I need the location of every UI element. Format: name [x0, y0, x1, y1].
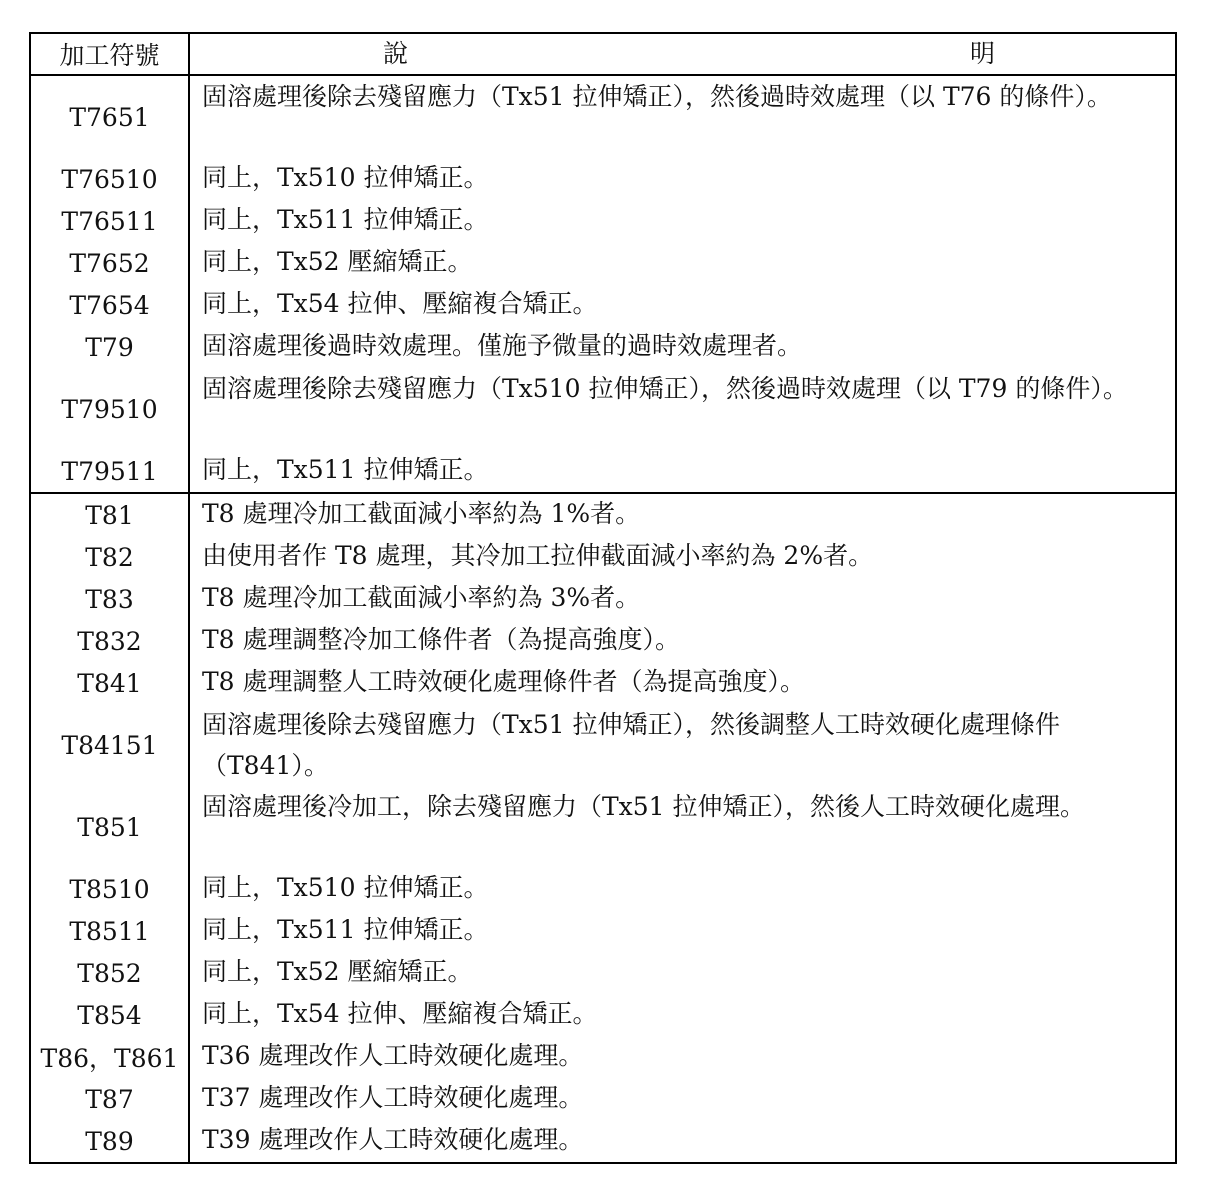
- table-block: [31, 494, 1175, 1162]
- table-row: [31, 368, 1175, 450]
- temper-code: T7651: [31, 76, 190, 158]
- temper-code: T7652: [31, 242, 190, 284]
- temper-code: T79: [31, 326, 190, 368]
- temper-description: 固溶處理後過時效處理。僅施予微量的過時效處理者。: [202, 331, 803, 360]
- table-row: [31, 578, 1175, 620]
- table-row: [31, 704, 1175, 786]
- temper-description: 同上，Tx510 拉伸矯正。: [202, 873, 489, 902]
- temper-code: T79510: [31, 368, 190, 450]
- table-row: [31, 910, 1175, 952]
- table-row: [31, 1120, 1175, 1162]
- table-row: [31, 200, 1175, 242]
- temper-description: 同上，Tx52 壓縮矯正。: [202, 957, 473, 986]
- temper-description: T8 處理冷加工截面減小率約為 3%者。: [202, 583, 641, 612]
- table-row: [31, 76, 1175, 158]
- temper-code: T82: [31, 536, 190, 578]
- table-row: [31, 242, 1175, 284]
- table-row: [31, 158, 1175, 200]
- header-desc-left: 說: [383, 39, 409, 68]
- table-row: [31, 536, 1175, 578]
- header-desc-right: 明: [969, 39, 995, 68]
- temper-description: T8 處理調整人工時效硬化處理條件者（為提高強度）。: [202, 667, 806, 696]
- temper-code: T83: [31, 578, 190, 620]
- temper-code: T832: [31, 620, 190, 662]
- temper-description: 同上，Tx52 壓縮矯正。: [202, 247, 473, 276]
- temper-description: 固溶處理後除去殘留應力（Tx51 拉伸矯正），然後過時效處理（以 T76 的條件）。: [202, 82, 1112, 111]
- table-block: [31, 76, 1175, 494]
- table-row: [31, 326, 1175, 368]
- temper-code: T87: [31, 1078, 190, 1120]
- temper-description: T37 處理改作人工時效硬化處理。: [202, 1083, 584, 1112]
- table-body: [31, 76, 1175, 1162]
- temper-description: T39 處理改作人工時效硬化處理。: [202, 1125, 584, 1154]
- table-row: [31, 786, 1175, 868]
- temper-code: T851: [31, 786, 190, 868]
- temper-code: T854: [31, 994, 190, 1036]
- temper-description: T36 處理改作人工時效硬化處理。: [202, 1041, 584, 1070]
- temper-code: T8510: [31, 868, 190, 910]
- table-row: [31, 1078, 1175, 1120]
- table-row: [31, 620, 1175, 662]
- temper-designation-table: [29, 32, 1177, 1164]
- table-row: [31, 494, 1175, 536]
- temper-description: 同上，Tx511 拉伸矯正。: [202, 915, 489, 944]
- header-description: [190, 34, 1175, 74]
- temper-code: T852: [31, 952, 190, 994]
- table-row: [31, 662, 1175, 704]
- table-row: [31, 994, 1175, 1036]
- temper-code: T79511: [31, 450, 190, 492]
- temper-description: T8 處理調整冷加工條件者（為提高強度）。: [202, 625, 681, 654]
- temper-code: T841: [31, 662, 190, 704]
- header-code: 加工符號: [31, 34, 190, 74]
- temper-code: T8511: [31, 910, 190, 952]
- temper-description: 固溶處理後冷加工，除去殘留應力（Tx51 拉伸矯正），然後人工時效硬化處理。: [202, 792, 1086, 821]
- temper-description: 同上，Tx54 拉伸、壓縮複合矯正。: [202, 999, 598, 1028]
- temper-code: T89: [31, 1120, 190, 1162]
- temper-code: T76511: [31, 200, 190, 242]
- table-header: [31, 34, 1175, 76]
- temper-code: T86，T861: [31, 1036, 190, 1078]
- temper-description: 固溶處理後除去殘留應力（Tx51 拉伸矯正），然後調整人工時效硬化處理條件（T841）。: [202, 710, 1061, 780]
- temper-description: T8 處理冷加工截面減小率約為 1%者。: [202, 499, 641, 528]
- table-row: [31, 868, 1175, 910]
- temper-code: T76510: [31, 158, 190, 200]
- table-row: [31, 1036, 1175, 1078]
- temper-description: 固溶處理後除去殘留應力（Tx510 拉伸矯正），然後過時效處理（以 T79 的條件）。: [202, 374, 1128, 403]
- table-row: [31, 450, 1175, 492]
- temper-description: 同上，Tx510 拉伸矯正。: [202, 163, 489, 192]
- table-row: [31, 284, 1175, 326]
- table-row: [31, 952, 1175, 994]
- temper-code: T81: [31, 494, 190, 536]
- temper-code: T84151: [31, 704, 190, 786]
- temper-code: T7654: [31, 284, 190, 326]
- temper-description: 同上，Tx54 拉伸、壓縮複合矯正。: [202, 289, 598, 318]
- temper-description: 同上，Tx511 拉伸矯正。: [202, 205, 489, 234]
- temper-description: 同上，Tx511 拉伸矯正。: [202, 455, 489, 484]
- temper-description: 由使用者作 T8 處理，其冷加工拉伸截面減小率約為 2%者。: [202, 541, 874, 570]
